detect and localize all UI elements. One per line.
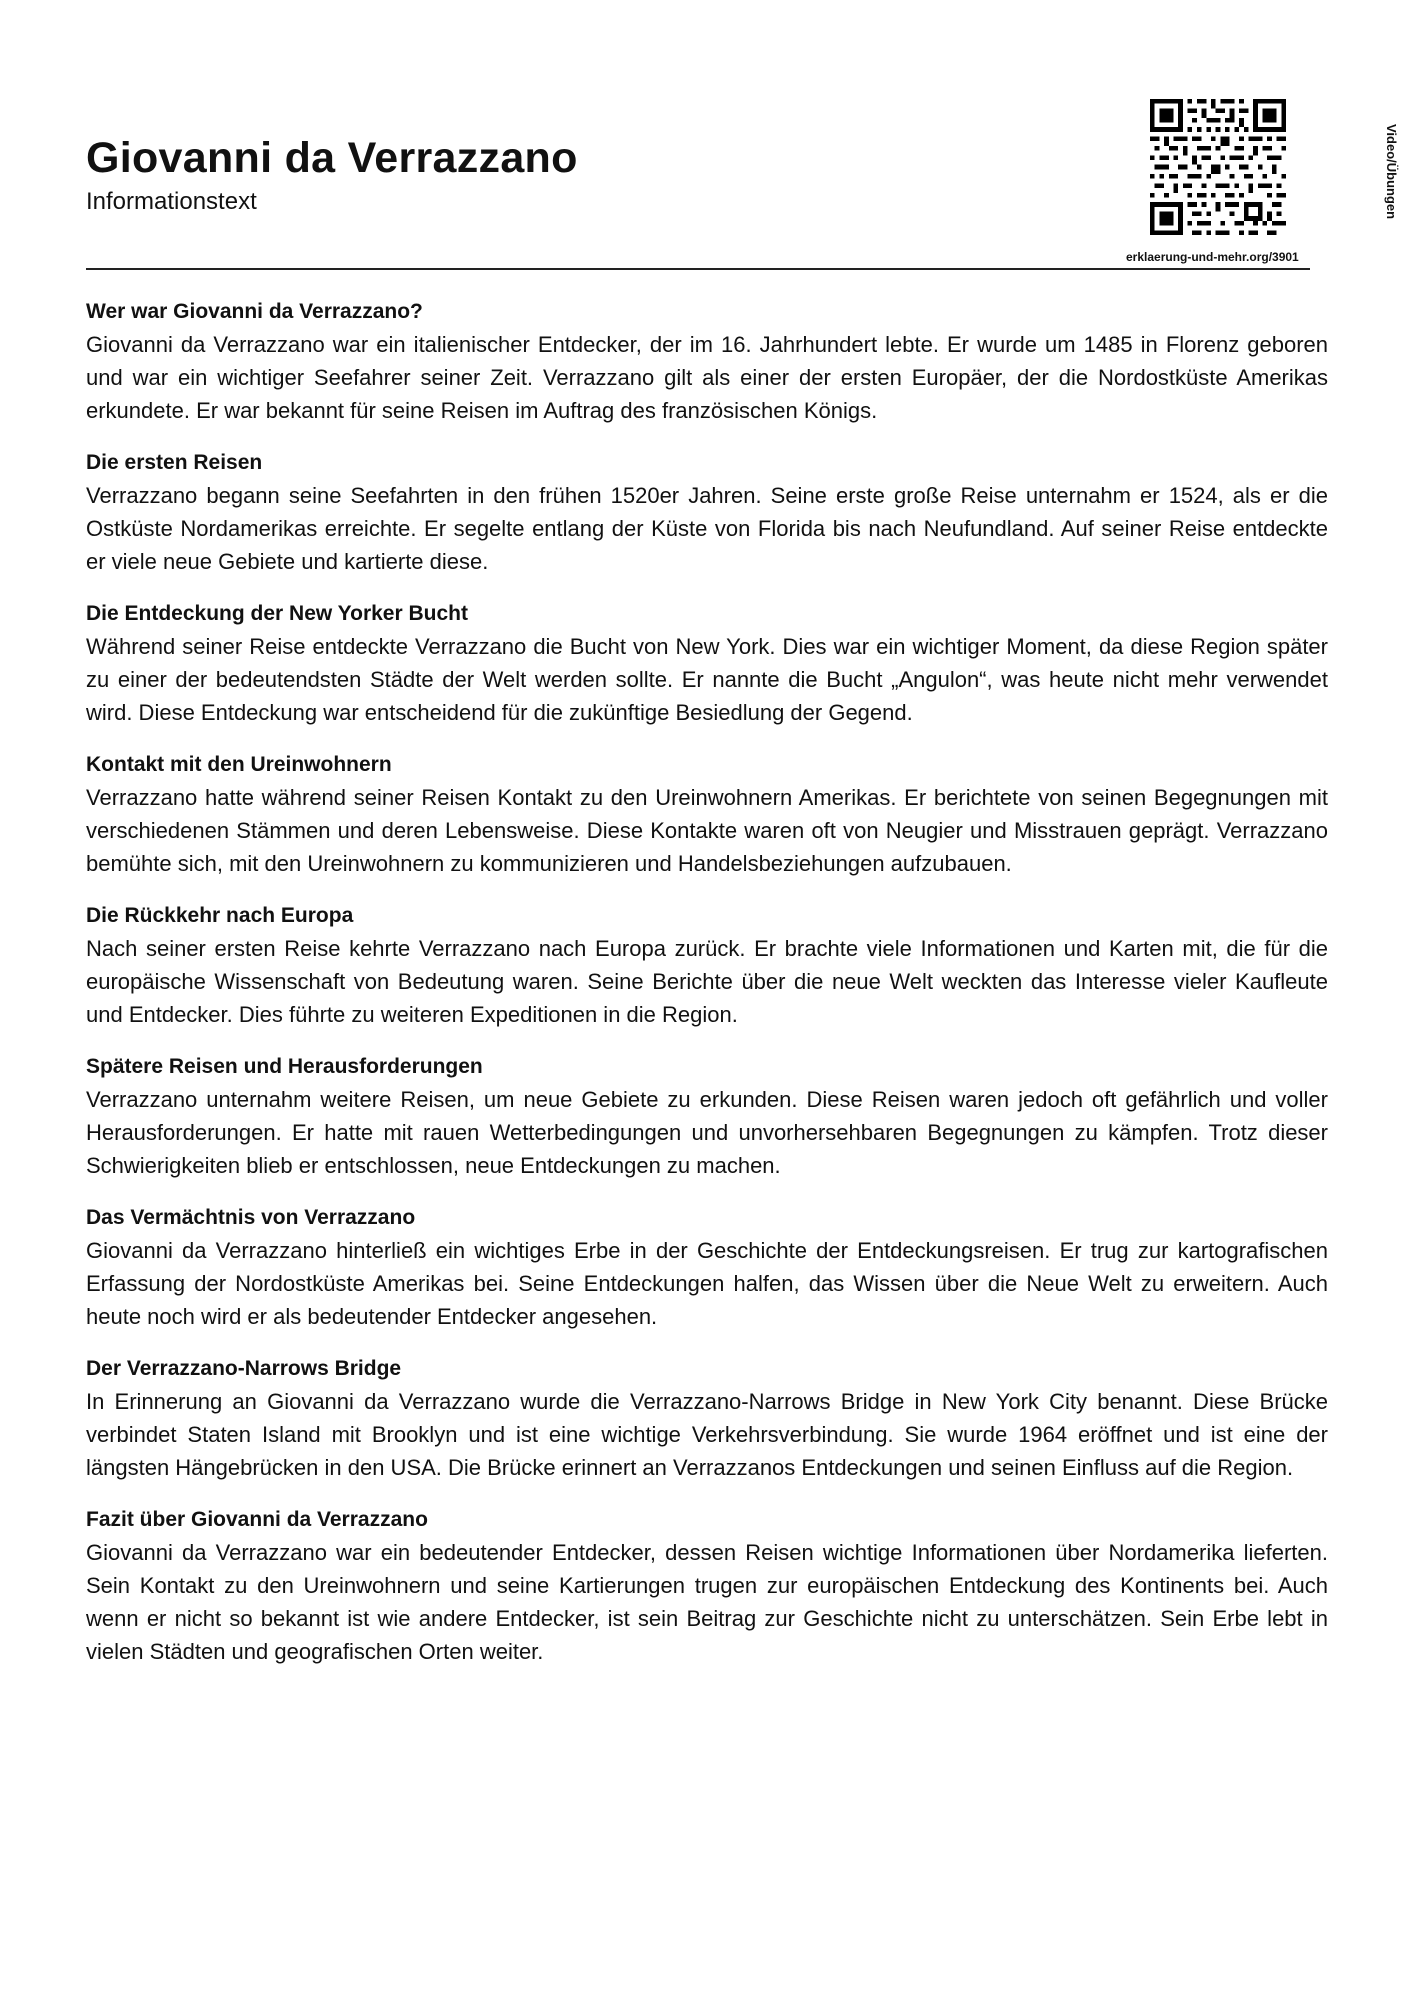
section-heading: Die Rückkehr nach Europa (86, 904, 354, 927)
section-bridge (86, 1353, 1328, 1484)
section-fazit (86, 1504, 1328, 1668)
section-heading: Kontakt mit den Ureinwohnern (86, 753, 392, 776)
source-url[interactable]: erklaerung-und-mehr.org/3901 (1126, 250, 1299, 264)
section-paragraph: Verrazzano hatte während seiner Reisen Kontakt zu den Ureinwohnern Amerikas. Er berichtete von seinen Begegnungen mit verschiedenen Stämmen und deren Lebensweise. Diese Kontakte waren oft von Neugier und Misstrauen geprägt. Verrazzano bemühte sich, mit den Ureinwohnern zu kommunizieren und Handelsbeziehungen aufzubauen. (86, 785, 1328, 876)
section-paragraph: Nach seiner ersten Reise kehrte Verrazzano nach Europa zurück. Er brachte viele Informationen und Karten mit, die für die europäische Wissenschaft von Bedeutung waren. Seine Berichte über die neue Welt weckten das Interesse vieler Kaufleute und Entdecker. Dies führte zu weiteren Expeditionen in die Region. (86, 936, 1328, 1027)
header-divider (86, 268, 1310, 270)
section-heading: Wer war Giovanni da Verrazzano? (86, 300, 423, 323)
section-rueckkehr (86, 900, 1328, 1031)
document-subtitle: Informationstext (86, 188, 257, 215)
section-heading: Spätere Reisen und Herausforderungen (86, 1055, 483, 1078)
section-paragraph: Giovanni da Verrazzano war ein bedeutender Entdecker, dessen Reisen wichtige Informationen über Nordamerika lieferten. Sein Kontakt zu den Ureinwohnern und seine Kartierungen trugen zur europäischen Entdeckung des Kontinents bei. Auch wenn er nicht so bekannt ist wie andere Entdecker, ist sein Beitrag zur Geschichte nicht zu unterschätzen. Sein Erbe lebt in vielen Städten und geografischen Orten weiter. (86, 1540, 1328, 1664)
section-heading: Der Verrazzano-Narrows Bridge (86, 1357, 402, 1380)
section-paragraph: Giovanni da Verrazzano hinterließ ein wichtiges Erbe in der Geschichte der Entdeckungsreisen. Er trug zur kartografischen Erfassung der Nordostküste Amerikas bei. Seine Entdeckungen halfen, das Wissen über die Neue Welt zu erweitern. Auch heute noch wird er als bedeutender Entdecker angesehen. (86, 1238, 1328, 1329)
section-paragraph: Verrazzano unternahm weitere Reisen, um neue Gebiete zu erkunden. Diese Reisen waren jedoch oft gefährlich und voller Herausforderungen. Er hatte mit rauen Wetterbedingungen und unvorhersehbaren Begegnungen zu kämpfen. Trotz dieser Schwierigkeiten blieb er entschlossen, neue Entdeckungen zu machen. (86, 1087, 1328, 1178)
section-spaetere-reisen (86, 1051, 1328, 1182)
section-paragraph: Verrazzano begann seine Seefahrten in den frühen 1520er Jahren. Seine erste große Reise unternahm er 1524, als er die Ostküste Nordamerikas erreichte. Er segelte entlang der Küste von Florida bis nach Neufundland. Auf seiner Reise entdeckte er viele neue Gebiete und kartierte diese. (86, 483, 1328, 574)
section-vermaechtnis (86, 1202, 1328, 1333)
video-uebungen-label: Video/Übungen (1384, 124, 1399, 220)
section-wer-war (86, 296, 1328, 427)
document-title: Giovanni da Verrazzano (86, 134, 578, 182)
section-heading: Die Entdeckung der New Yorker Bucht (86, 602, 468, 625)
section-new-yorker-bucht (86, 598, 1328, 729)
document-header (86, 0, 1399, 272)
section-heading: Fazit über Giovanni da Verrazzano (86, 1508, 428, 1531)
section-heading: Die ersten Reisen (86, 451, 263, 474)
section-heading: Das Vermächtnis von Verrazzano (86, 1206, 416, 1229)
document-body (86, 296, 1328, 1688)
section-erste-reisen (86, 447, 1328, 578)
section-ureinwohner (86, 749, 1328, 880)
section-paragraph: Giovanni da Verrazzano war ein italienischer Entdecker, der im 16. Jahrhundert lebte. Er wurde um 1485 in Florenz geboren und war ein wichtiger Seefahrer seiner Zeit. Verrazzano gilt als einer der ersten Europäer, der die Nordostküste Amerikas erkundete. Er war bekannt für seine Reisen im Auftrag des französischen Königs. (86, 332, 1328, 423)
section-paragraph: In Erinnerung an Giovanni da Verrazzano wurde die Verrazzano-Narrows Bridge in New York City benannt. Diese Brücke verbindet Staten Island mit Brooklyn und ist eine wichtige Verkehrsverbindung. Sie wurde 1964 eröffnet und ist eine der längsten Hängebrücken in den USA. Die Brücke erinnert an Verrazzanos Entdeckungen und seinen Einfluss auf die Region. (86, 1389, 1328, 1480)
section-paragraph: Während seiner Reise entdeckte Verrazzano die Bucht von New York. Dies war ein wichtiger Moment, da diese Region später zu einer der bedeutendsten Städte der Welt werden sollte. Er nannte die Bucht „Angulon“, was heute nicht mehr verwendet wird. Diese Entdeckung war entscheidend für die zukünftige Besiedlung der Gegend. (86, 634, 1328, 725)
qr-code-icon[interactable] (1150, 96, 1286, 238)
